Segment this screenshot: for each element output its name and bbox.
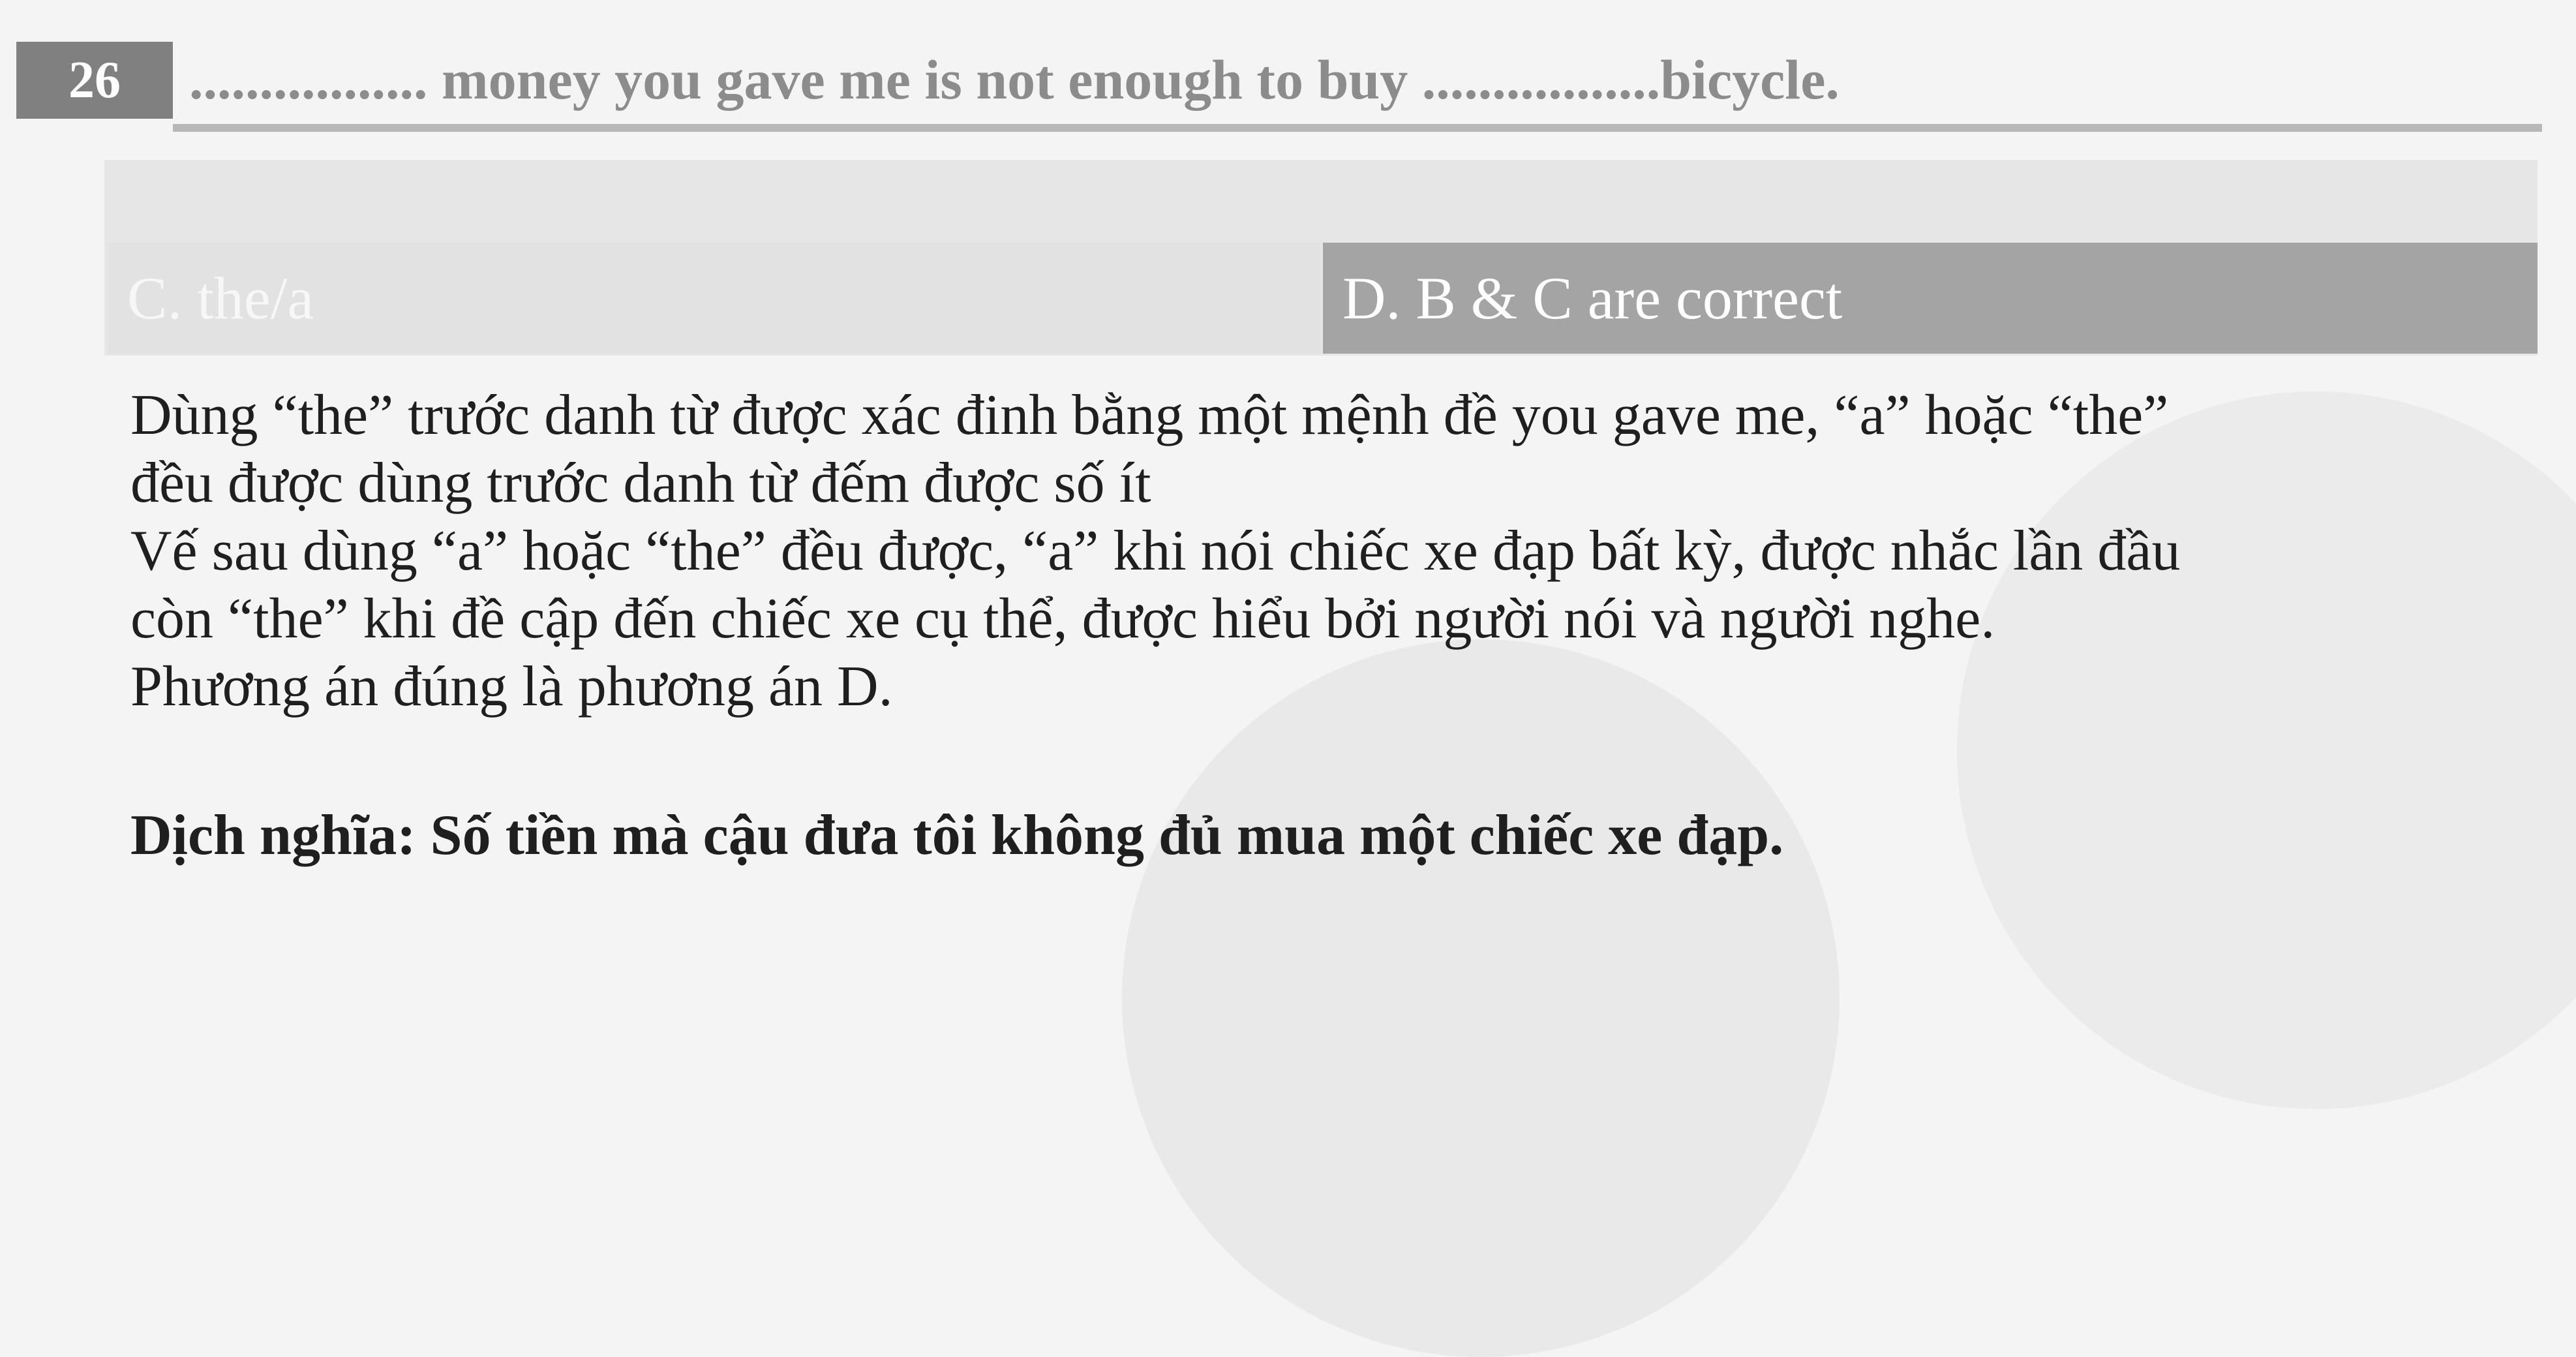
explanation-line: Phương án đúng là phương án D. [130, 655, 893, 718]
background-shape [1122, 639, 1840, 1357]
explanation-line: Vế sau dùng “a” hoặc “the” đều được, “a” khi nói chiếc xe đạp bất kỳ, được nhắc lần đầu [130, 519, 2181, 583]
question-number: 26 [16, 42, 173, 119]
option-c: C. the/a [108, 243, 1321, 354]
question-text: ................. money you gave me is not enough to buy .................bicycle. [189, 48, 1840, 111]
explanation [130, 382, 2564, 721]
explanation-line: Dùng “the” trước danh từ được xác đinh bằng một mệnh đề you gave me, “a” hoặc “the” [130, 384, 2169, 447]
explanation-line: còn “the” khi đề cập đến chiếc xe cụ thể, được hiểu bởi người nói và người nghe. [130, 587, 1995, 650]
option-d-answer: D. B & C are correct [1323, 243, 2538, 354]
translation: Dịch nghĩa: Số tiền mà cậu đưa tôi không đủ mua một chiếc xe đạp. [130, 804, 1784, 867]
question-underline [173, 124, 2542, 132]
explanation-line: đều được dùng trước danh từ đếm được số ít [130, 451, 1151, 515]
